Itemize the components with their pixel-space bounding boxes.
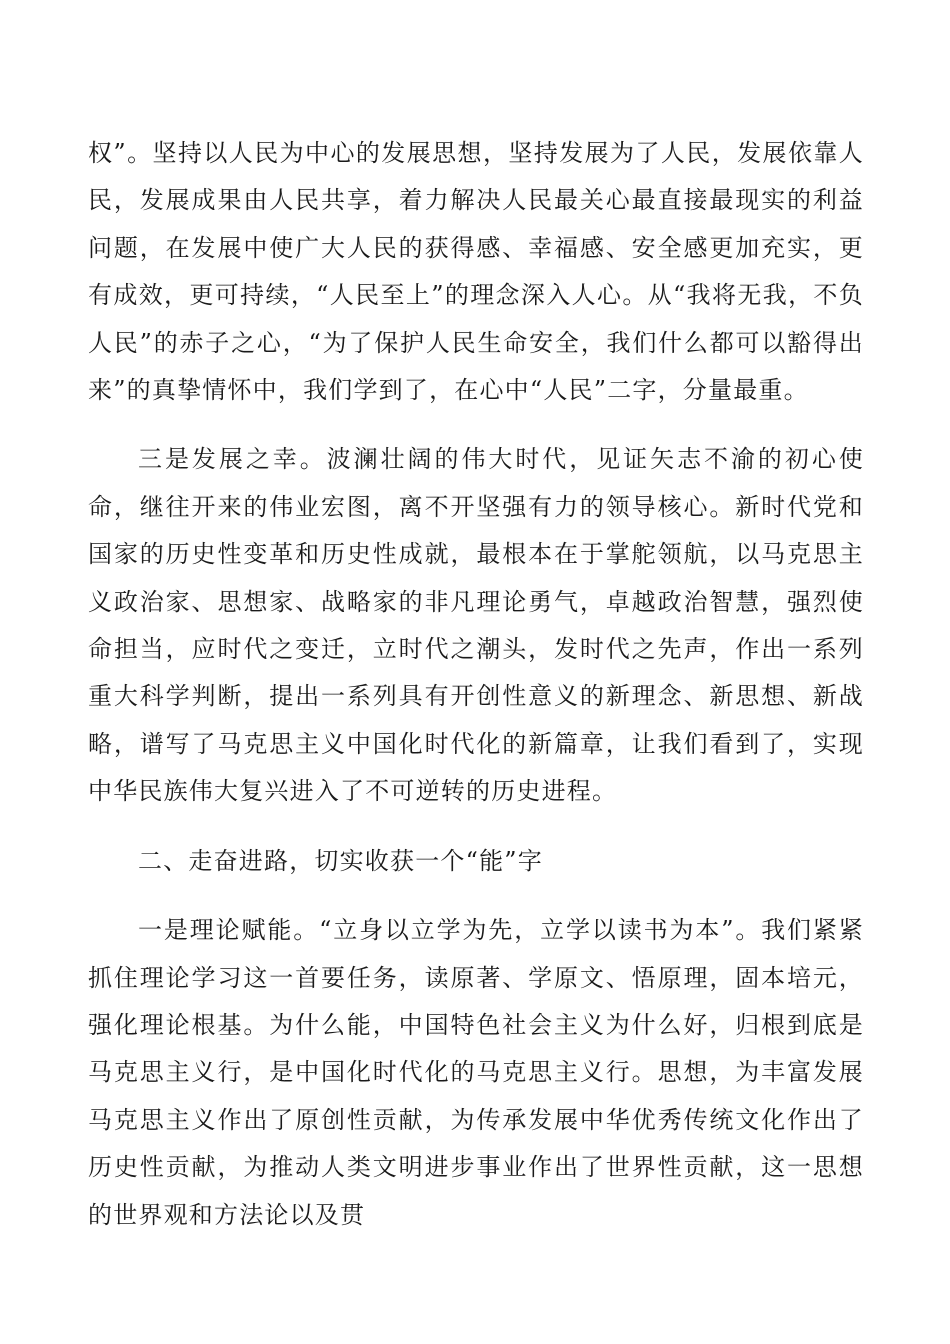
document-body [88, 130, 864, 1261]
paragraph-theory-empowerment: 一是理论赋能。“立身以立学为先，立学以读书为本”。我们紧紧抓住理论学习这一首要任务，读原著、学原文、悟原理，固本培元，强化理论根基。为什么能，中国特色社会主义为什么好，归根到底是马克思主义行，是中国化时代化的马克思主义行。思想，为丰富发展马克思主义作出了原创性贡献，为传承发展中华优秀传统文化作出了历史性贡献，为推动人类文明进步事业作出了世界性贡献，这一思想的世界观和方法论以及贯 [88, 916, 864, 1229]
paragraph-continuation: 权”。坚持以人民为中心的发展思想，坚持发展为了人民，发展依靠人民，发展成果由人民共享，着力解决人民最关心最直接最现实的利益问题，在发展中使广大人民的获得感、幸福感、安全感更加充实，更有成效，更可持续，“人民至上”的理念深入人心。从“我将无我，不负人民”的赤子之心，“为了保护人民生命安全，我们什么都可以豁得出来”的真挚情怀中，我们学到了，在心中“人民”二字，分量最重。 [88, 139, 864, 405]
paragraph-development-fortune: 三是发展之幸。波澜壮阔的伟大时代，见证矢志不渝的初心使命，继往开来的伟业宏图，离不开坚强有力的领导核心。新时代党和国家的历史性变革和历史性成就，最根本在于掌舵领航，以马克思主义政治家、思想家、战略家的非凡理论勇气，卓越政治智慧，强烈使命担当，应时代之变迁，立时代之潮头，发时代之先声，作出一系列重大科学判断，提出一系列具有开创性意义的新理念、新思想、新战略，谱写了马克思主义中国化时代化的新篇章，让我们看到了，实现中华民族伟大复兴进入了不可逆转的历史进程。 [88, 445, 864, 806]
section-heading: 二、走奋进路，切实收获一个“能”字 [138, 846, 543, 875]
